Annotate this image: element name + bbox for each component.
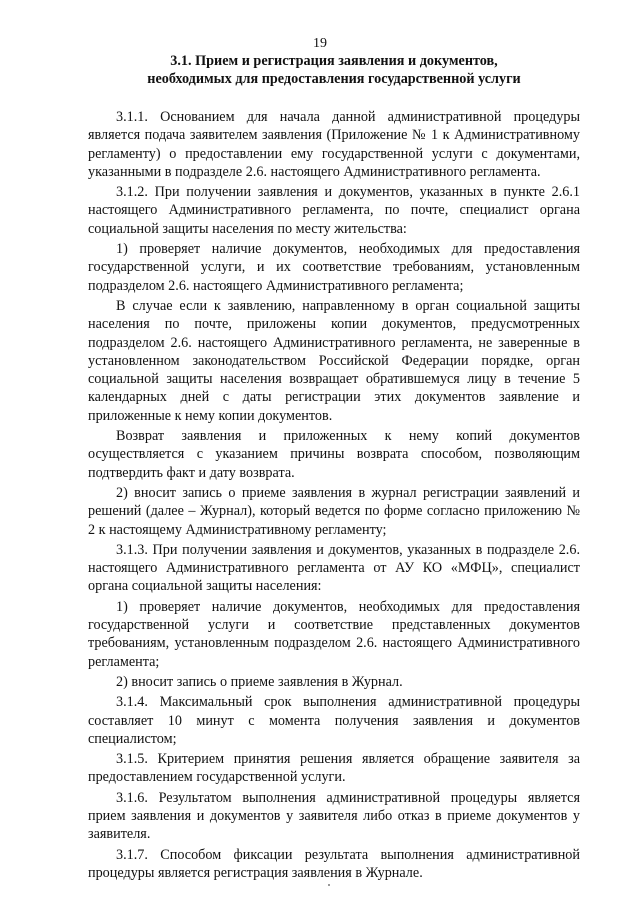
paragraph-3-1-6: 3.1.6. Результатом выполнения административной процедуры является прием заявления и документов у заявителя либо отказ в приеме документов у заявителя. [88,789,580,843]
paragraph-3-1-2: 3.1.2. При получении заявления и документов, указанных в пункте 2.6.1 настоящего Административного регламента, по почте, специалист органа социальной защиты населения по месту жительства: [88,184,580,237]
paragraph-3-1-7: 3.1.7. Способом фиксации результата выполнения административной процедуры является регистрация заявления в Журнале. [88,846,580,881]
list-item-check-documents: 1) проверяет наличие документов, необходимых для предоставления государственной услуги, и их соответствие требованиям, установленным подразделом 2.6. настоящего Административного регламента; [88,241,580,294]
paragraph-3-1-5: 3.1.5. Критерием принятия решения является обращение заявителя за предоставлением государственной услуги. [88,751,580,786]
document-body [88,108,580,884]
paragraph-3-1-4: 3.1.4. Максимальный срок выполнения административной процедуры составляет 10 минут с момента получения заявления и документов специалистом; [88,694,580,747]
paragraph-3-1-1: 3.1.1. Основанием для начала данной административной процедуры является подача заявителем заявления (Приложение № 1 к Административному регламенту) о предоставлении ему государственной услуги с документами, указанными в подразделе 2.6. настоящего Административного регламента. [88,109,580,180]
section-heading-line-2: необходимых для предоставления государственной услуги [147,71,521,87]
list-item-check-documents-mfc: 1) проверяет наличие документов, необходимых для предоставления государственной услуги и соответствие представленных документов требованиям, установленным подразделом 2.6. настоящего Административного регламента; [88,598,580,670]
paragraph-return-method: Возврат заявления и приложенных к нему копий документов осуществляется с указанием причины возврата способом, позволяющим подтвердить факт и дату возврата. [88,428,580,481]
paragraph-return-condition: В случае если к заявлению, направленному в орган социальной защиты населения по почте, приложены копии документов, предусмотренных подразделом 2.6. настоящего Административного регламента, не заверенные в установленном законодательством Российской Федерации порядке, орган социальной защиты населения возвращает обратившемуся лицу в течение 5 календарных дней с даты регистрации этих документов заявление и приложенные к нему копии документов. [88,297,580,424]
scan-speck [328,884,330,886]
list-item-journal-entry-mfc: 2) вносит запись о приеме заявления в Журнал. [116,673,403,690]
page-number: 19 [313,36,327,51]
paragraph-3-1-3: 3.1.3. При получении заявления и документов, указанных в подразделе 2.6. настоящего Административного регламента от АУ КО «МФЦ», специалист органа социальной защиты населения: [88,541,580,595]
list-item-journal-entry: 2) вносит запись о приеме заявления в журнал регистрации заявлений и решений (далее – Журнал), который ведется по форме согласно приложению № 2 к настоящему Административному регламенту; [88,484,580,538]
section-heading [88,52,580,88]
section-heading-line-1: 3.1. Прием и регистрация заявления и документов, [170,53,498,69]
